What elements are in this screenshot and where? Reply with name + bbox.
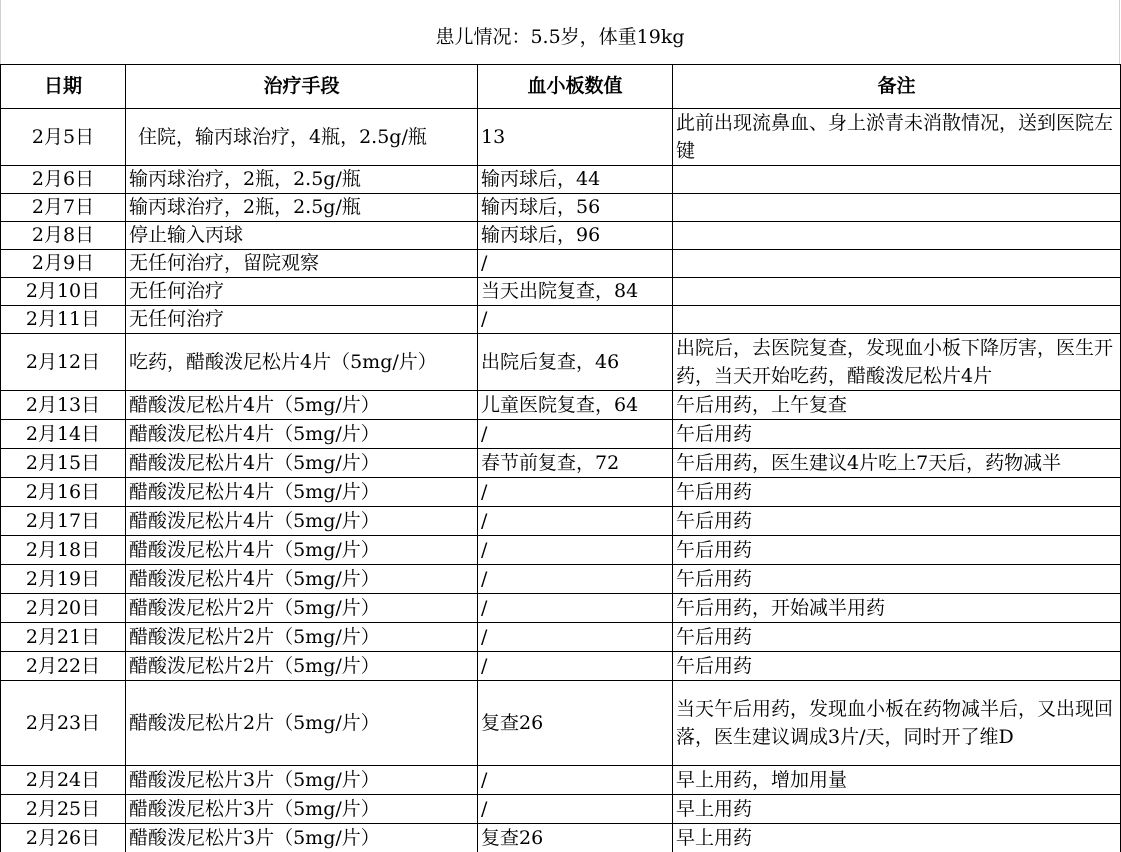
cell-note[interactable]: 午后用药 xyxy=(673,507,1121,536)
cell-date[interactable]: 2月18日 xyxy=(1,536,126,565)
table-row xyxy=(1,222,1121,250)
cell-platelet[interactable]: 复查26 xyxy=(478,681,673,766)
page-title: 患儿情况：5.5岁，体重19kg xyxy=(0,0,1120,64)
cell-platelet[interactable]: 出院后复查，46 xyxy=(478,334,673,391)
cell-date[interactable]: 2月10日 xyxy=(1,278,126,306)
cell-date[interactable]: 2月8日 xyxy=(1,222,126,250)
cell-treatment[interactable]: 醋酸泼尼松片2片（5mg/片） xyxy=(126,623,478,652)
header-date[interactable]: 日期 xyxy=(1,65,126,109)
table-row xyxy=(1,194,1121,222)
cell-platelet[interactable]: 输丙球后，96 xyxy=(478,222,673,250)
cell-note[interactable]: 午后用药，开始减半用药 xyxy=(673,594,1121,623)
cell-date[interactable]: 2月15日 xyxy=(1,449,126,478)
cell-treatment[interactable]: 醋酸泼尼松片3片（5mg/片） xyxy=(126,766,478,795)
cell-treatment[interactable]: 吃药，醋酸泼尼松片4片（5mg/片） xyxy=(126,334,478,391)
cell-note[interactable]: 午后用药 xyxy=(673,536,1121,565)
table-row xyxy=(1,478,1121,507)
cell-note[interactable]: 午后用药，医生建议4片吃上7天后，药物减半 xyxy=(673,449,1121,478)
cell-date[interactable]: 2月20日 xyxy=(1,594,126,623)
cell-date[interactable]: 2月25日 xyxy=(1,795,126,824)
cell-date[interactable]: 2月24日 xyxy=(1,766,126,795)
cell-platelet[interactable]: / xyxy=(478,478,673,507)
table-row xyxy=(1,306,1121,334)
cell-platelet[interactable]: 13 xyxy=(478,109,673,166)
cell-platelet[interactable]: / xyxy=(478,420,673,449)
cell-treatment[interactable]: 醋酸泼尼松片4片（5mg/片） xyxy=(126,565,478,594)
table-row xyxy=(1,536,1121,565)
cell-note[interactable]: 午后用药 xyxy=(673,652,1121,681)
header-platelet[interactable]: 血小板数值 xyxy=(478,65,673,109)
cell-date[interactable]: 2月9日 xyxy=(1,250,126,278)
cell-platelet[interactable]: 复查26 xyxy=(478,824,673,852)
cell-note[interactable] xyxy=(673,166,1121,194)
table-row xyxy=(1,652,1121,681)
header-treatment[interactable]: 治疗手段 xyxy=(126,65,478,109)
cell-treatment[interactable]: 住院，输丙球治疗，4瓶，2.5g/瓶 xyxy=(126,109,478,166)
table-row xyxy=(1,449,1121,478)
cell-note[interactable]: 此前出现流鼻血、身上淤青未消散情况，送到医院左键 xyxy=(673,109,1121,166)
cell-note[interactable] xyxy=(673,306,1121,334)
cell-platelet[interactable]: / xyxy=(478,652,673,681)
cell-platelet[interactable]: 输丙球后，44 xyxy=(478,166,673,194)
cell-platelet[interactable]: 当天出院复查，84 xyxy=(478,278,673,306)
cell-treatment[interactable]: 停止输入丙球 xyxy=(126,222,478,250)
cell-note[interactable]: 出院后，去医院复查，发现血小板下降厉害，医生开药，当天开始吃药，醋酸泼尼松片4片 xyxy=(673,334,1121,391)
cell-note[interactable]: 午后用药 xyxy=(673,478,1121,507)
cell-platelet[interactable]: 儿童医院复查，64 xyxy=(478,391,673,420)
cell-platelet[interactable]: / xyxy=(478,565,673,594)
cell-note[interactable]: 午后用药，上午复查 xyxy=(673,391,1121,420)
cell-date[interactable]: 2月11日 xyxy=(1,306,126,334)
cell-note[interactable]: 午后用药 xyxy=(673,420,1121,449)
cell-treatment[interactable]: 醋酸泼尼松片2片（5mg/片） xyxy=(126,594,478,623)
cell-treatment[interactable]: 醋酸泼尼松片4片（5mg/片） xyxy=(126,449,478,478)
cell-date[interactable]: 2月21日 xyxy=(1,623,126,652)
cell-date[interactable]: 2月16日 xyxy=(1,478,126,507)
cell-treatment[interactable]: 输丙球治疗，2瓶，2.5g/瓶 xyxy=(126,194,478,222)
treatment-table xyxy=(0,64,1121,852)
cell-date[interactable]: 2月13日 xyxy=(1,391,126,420)
cell-note[interactable]: 早上用药，增加用量 xyxy=(673,766,1121,795)
cell-date[interactable]: 2月26日 xyxy=(1,824,126,852)
cell-platelet[interactable]: / xyxy=(478,795,673,824)
cell-treatment[interactable]: 醋酸泼尼松片3片（5mg/片） xyxy=(126,824,478,852)
cell-treatment[interactable]: 无任何治疗 xyxy=(126,278,478,306)
cell-treatment[interactable]: 醋酸泼尼松片4片（5mg/片） xyxy=(126,507,478,536)
cell-platelet[interactable]: / xyxy=(478,250,673,278)
cell-treatment[interactable]: 醋酸泼尼松片2片（5mg/片） xyxy=(126,681,478,766)
cell-platelet[interactable]: / xyxy=(478,306,673,334)
cell-note[interactable] xyxy=(673,222,1121,250)
table-row xyxy=(1,766,1121,795)
table-row xyxy=(1,507,1121,536)
cell-treatment[interactable]: 输丙球治疗，2瓶，2.5g/瓶 xyxy=(126,166,478,194)
cell-note[interactable] xyxy=(673,278,1121,306)
table-row xyxy=(1,391,1121,420)
cell-platelet[interactable]: / xyxy=(478,594,673,623)
cell-note[interactable]: 当天午后用药，发现血小板在药物减半后，又出现回落，医生建议调成3片/天，同时开了维D xyxy=(673,681,1121,766)
cell-treatment[interactable]: 醋酸泼尼松片4片（5mg/片） xyxy=(126,420,478,449)
cell-platelet[interactable]: / xyxy=(478,507,673,536)
cell-note[interactable]: 午后用药 xyxy=(673,565,1121,594)
table-row xyxy=(1,681,1121,766)
cell-note[interactable] xyxy=(673,194,1121,222)
table-row xyxy=(1,109,1121,166)
cell-date[interactable]: 2月23日 xyxy=(1,681,126,766)
table-row xyxy=(1,250,1121,278)
cell-platelet[interactable]: 春节前复查，72 xyxy=(478,449,673,478)
table-row xyxy=(1,565,1121,594)
cell-date[interactable]: 2月5日 xyxy=(1,109,126,166)
table-row xyxy=(1,824,1121,852)
cell-note[interactable] xyxy=(673,250,1121,278)
header-row xyxy=(1,65,1121,109)
cell-date[interactable]: 2月19日 xyxy=(1,565,126,594)
header-note[interactable]: 备注 xyxy=(673,65,1121,109)
cell-note[interactable]: 早上用药 xyxy=(673,824,1121,852)
table-row xyxy=(1,420,1121,449)
table-row xyxy=(1,166,1121,194)
cell-date[interactable]: 2月22日 xyxy=(1,652,126,681)
cell-treatment[interactable]: 醋酸泼尼松片4片（5mg/片） xyxy=(126,478,478,507)
cell-platelet[interactable]: / xyxy=(478,766,673,795)
cell-platelet[interactable]: / xyxy=(478,536,673,565)
cell-treatment[interactable]: 醋酸泼尼松片4片（5mg/片） xyxy=(126,536,478,565)
cell-treatment[interactable]: 醋酸泼尼松片4片（5mg/片） xyxy=(126,391,478,420)
cell-treatment[interactable]: 醋酸泼尼松片2片（5mg/片） xyxy=(126,652,478,681)
table-row xyxy=(1,334,1121,391)
cell-date[interactable]: 2月7日 xyxy=(1,194,126,222)
cell-note[interactable]: 午后用药 xyxy=(673,623,1121,652)
cell-platelet[interactable]: 输丙球后，56 xyxy=(478,194,673,222)
cell-date[interactable]: 2月12日 xyxy=(1,334,126,391)
table-row xyxy=(1,594,1121,623)
cell-treatment[interactable]: 醋酸泼尼松片3片（5mg/片） xyxy=(126,795,478,824)
cell-note[interactable]: 早上用药 xyxy=(673,795,1121,824)
cell-treatment[interactable]: 无任何治疗，留院观察 xyxy=(126,250,478,278)
cell-platelet[interactable]: / xyxy=(478,623,673,652)
cell-date[interactable]: 2月14日 xyxy=(1,420,126,449)
cell-date[interactable]: 2月17日 xyxy=(1,507,126,536)
table-row xyxy=(1,278,1121,306)
cell-treatment[interactable]: 无任何治疗 xyxy=(126,306,478,334)
cell-date[interactable]: 2月6日 xyxy=(1,166,126,194)
table-row xyxy=(1,795,1121,824)
table-row xyxy=(1,623,1121,652)
